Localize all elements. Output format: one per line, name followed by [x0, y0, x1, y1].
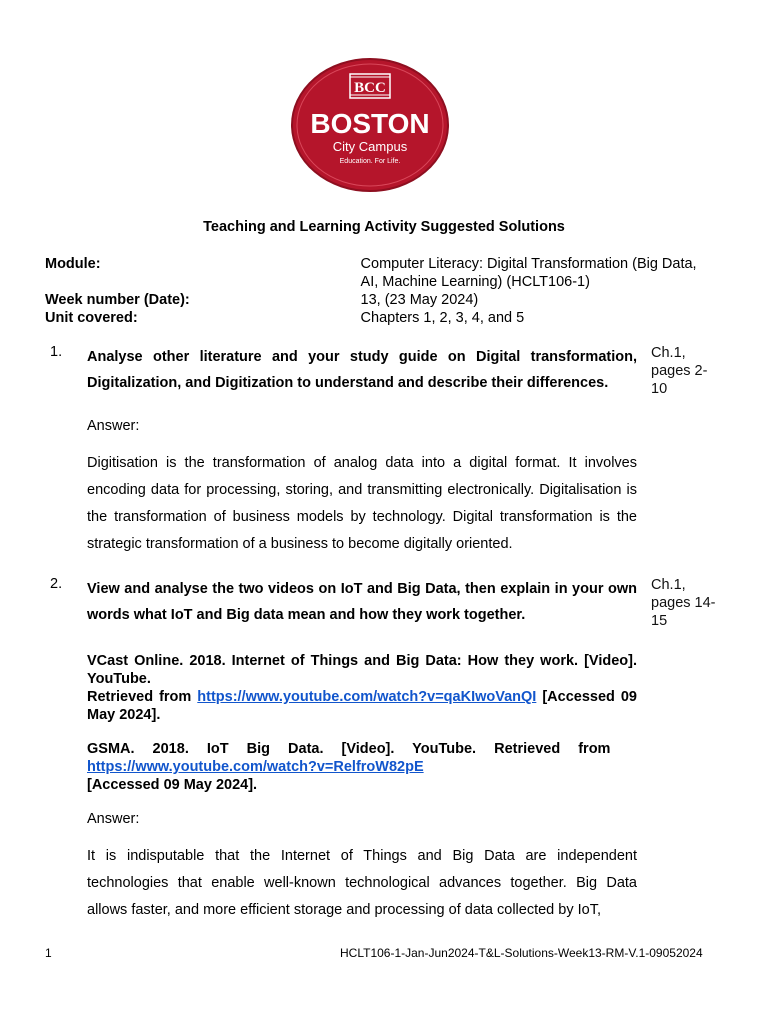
question-text: Analyse other literature and your study guide on Digital transformation, Digitalization, and Digitization to understand and describe their differences. — [87, 349, 637, 391]
svg-text:City Campus: City Campus — [332, 139, 408, 154]
week-value: 13, (23 May 2024) — [360, 292, 479, 308]
answer-text: Digitisation is the transformation of analog data into a digital format. It involves encoding data for processing, storing, and transmitting electronically. Digitalisation is the transformation of business models by technology. Digital transformation is the strategic transformation of a business to become digitally oriented. — [87, 455, 637, 552]
question-number: 2. — [50, 576, 63, 592]
document-code: HCLT106-1-Jan-Jun2024-T&L-Solutions-Week13-RM-V.1-09052024 — [340, 946, 703, 960]
week-label: Week number (Date): — [45, 292, 190, 308]
chapter-reference: Ch.1, pages 2-10 — [651, 345, 708, 397]
video-reference-1: VCast Online. 2018. Internet of Things and Big Data: How they work. [Video]. YouTube. Retrieved from https://www.youtube.com/watch?v=qaKIwoVanQI [Accessed 09 May 2024]. — [87, 653, 637, 723]
video-reference-2: GSMA. 2018. IoT Big Data. [Video]. YouTube. Retrieved from https://www.youtube.com/watch?v=RelfroW82pE [Accessed 09 May 2024]. — [87, 741, 611, 793]
module-value: Computer Literacy: Digital Transformation (Big Data, AI, Machine Learning) (HCLT106-1) — [360, 256, 697, 290]
svg-text:Education. For Life.: Education. For Life. — [339, 158, 401, 165]
module-label: Module: — [45, 256, 101, 272]
module-info — [45, 255, 725, 327]
question-number: 1. — [50, 344, 63, 360]
video-link-2[interactable]: https://www.youtube.com/watch?v=RelfroW82pE — [87, 759, 424, 775]
video-link-1[interactable]: https://www.youtube.com/watch?v=qaKIwoVanQI — [197, 689, 537, 705]
chapter-reference: Ch.1, pages 14- 15 — [651, 577, 716, 629]
answer-label: Answer: — [87, 418, 140, 434]
unit-value: Chapters 1, 2, 3, 4, and 5 — [360, 310, 525, 326]
svg-text:BCC: BCC — [354, 80, 386, 96]
answer-text: It is indisputable that the Internet of Things and Big Data are independent technologies that enable well-known technological advances together. Big Data allows faster, and more efficient storage and processing of data collected by IoT, — [87, 848, 637, 918]
unit-label: Unit covered: — [45, 310, 138, 326]
boston-city-campus-logo — [291, 58, 449, 192]
answer-label: Answer: — [87, 811, 140, 827]
svg-text:BOSTON: BOSTON — [310, 108, 430, 139]
document-title: Teaching and Learning Activity Suggested Solutions — [203, 219, 565, 235]
page-number: 1 — [45, 946, 52, 960]
question-text: View and analyse the two videos on IoT and Big Data, then explain in your own words what IoT and Big data mean and how they work together. — [87, 581, 637, 623]
